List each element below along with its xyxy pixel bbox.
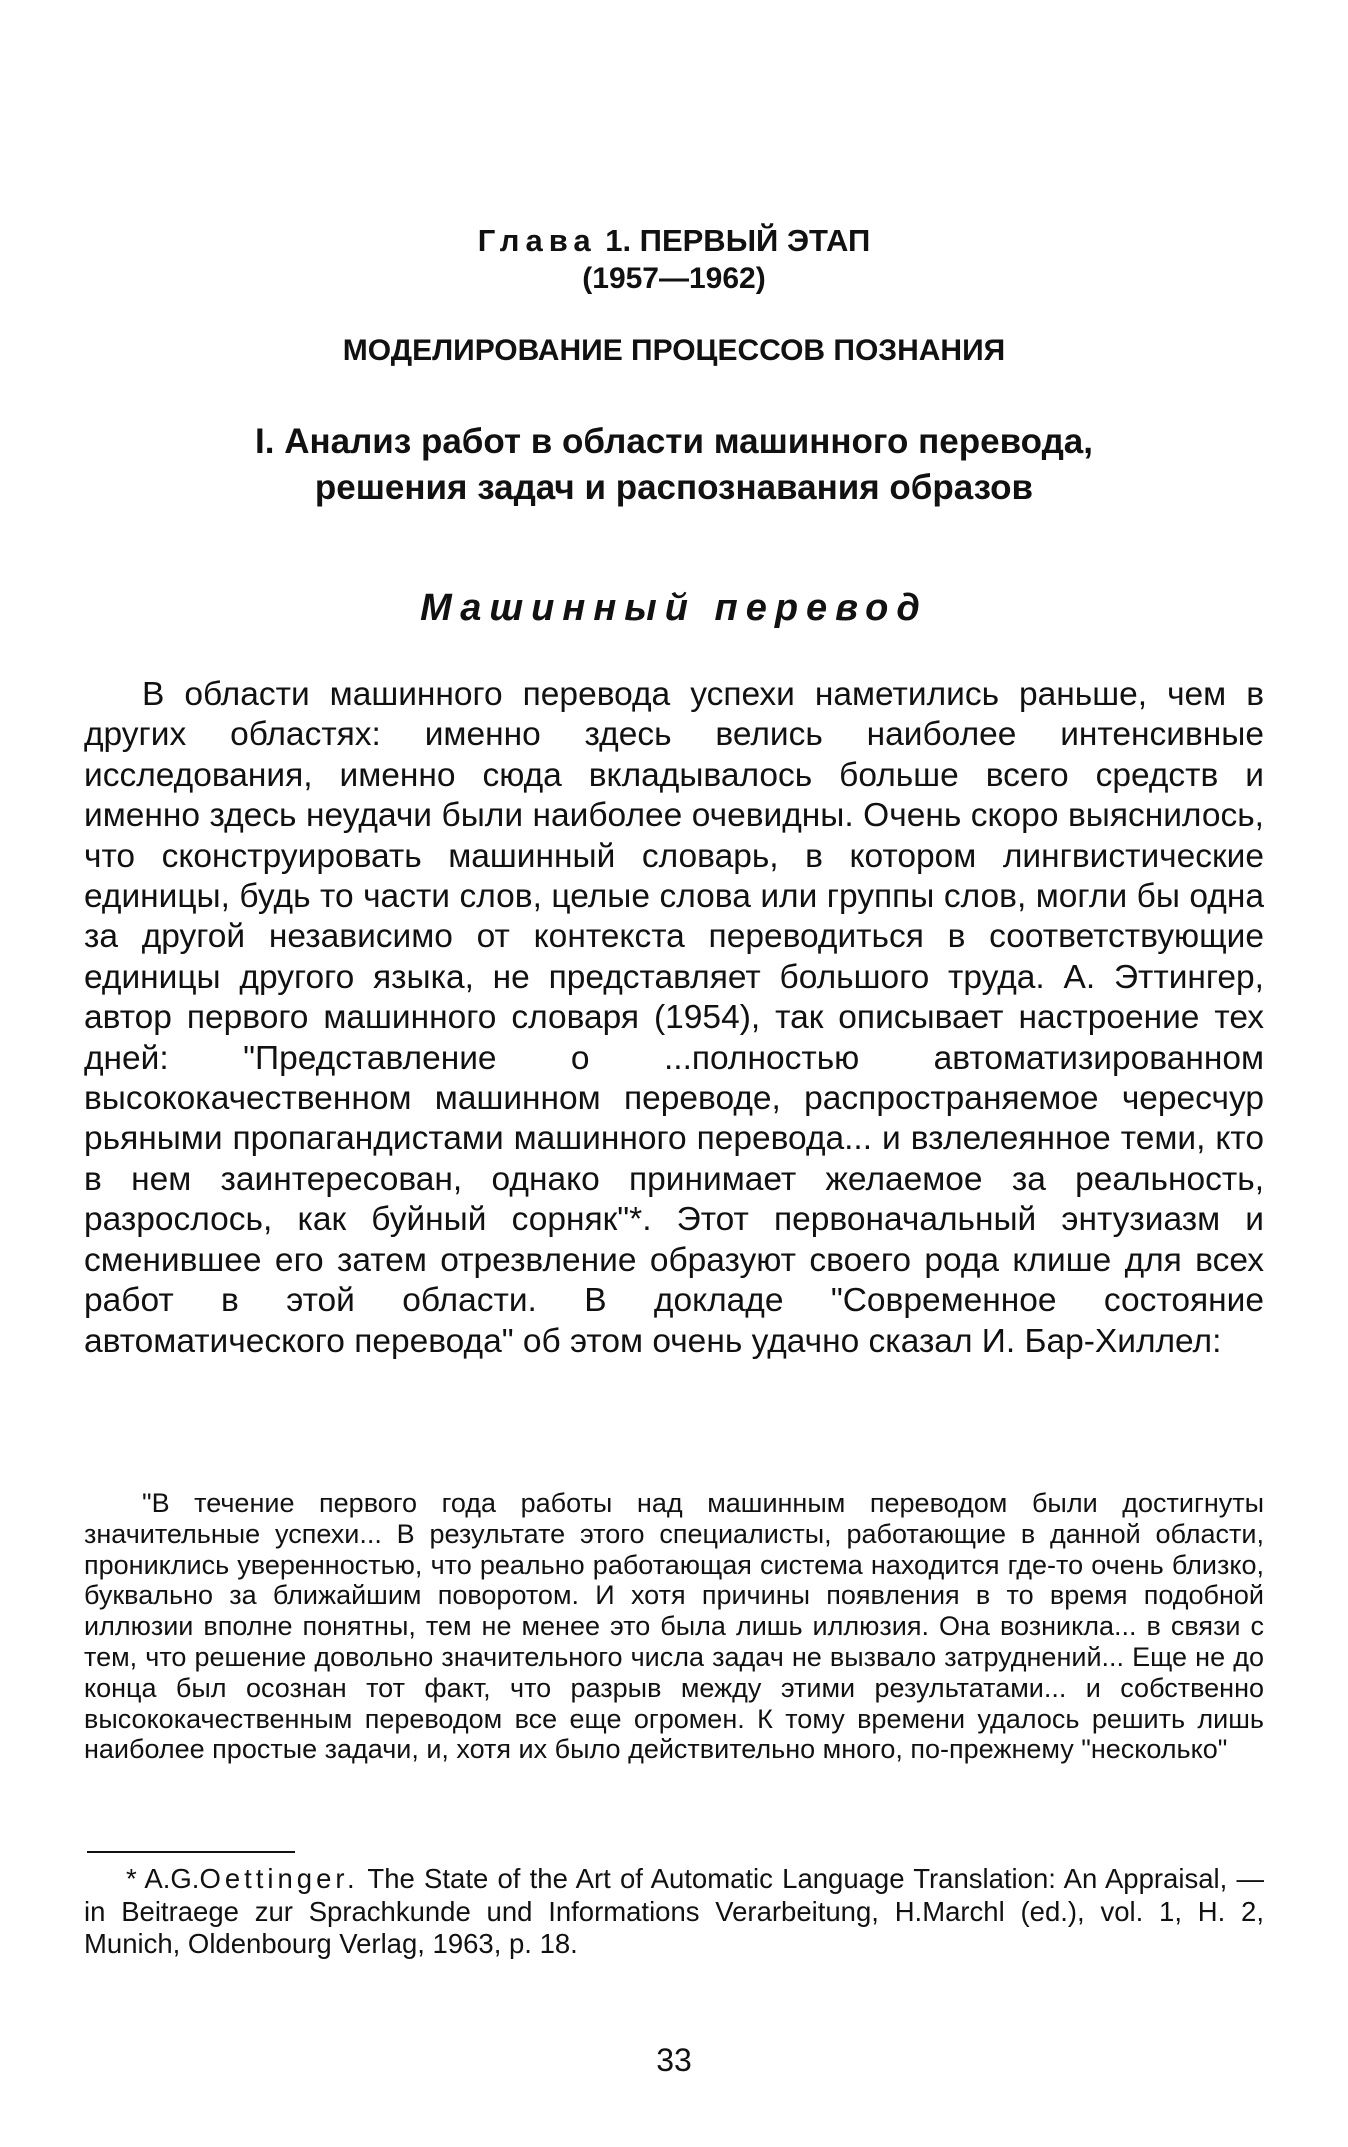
footnote [84, 1863, 1264, 1961]
section-title-line-1: I. Анализ работ в области машинного перевода, [255, 422, 1093, 461]
quote-paragraph: "В течение первого года работы над машинным переводом были достигнуты значительные успехи... В результате этого специалисты, работающие в данной области, прониклись уверенностью, что реально работающая система находится где-то очень близко, буквально за ближайшим поворотом. И хотя причины появления в то время подобной иллюзии вполне понятны, тем не менее это была лишь иллюзия. Она возникла... в связи с тем, что решение довольно значительного числа задач не вызвало затруднений... Еще не до конца был осознан тот факт, что разрыв между этими результатами... и собственно высококачественным переводом все еще огромен. К тому времени удалось решить лишь наиболее простые задачи, и, хотя их было действительно много, по-прежнему "несколько" [84, 1488, 1264, 1765]
chapter-title [0, 222, 1348, 260]
subsection-title: Машинный перевод [420, 587, 928, 629]
section-title-line-2: решения задач и распознавания образов [314, 468, 1034, 507]
body-paragraph: В области машинного перевода успехи наметились раньше, чем в других областях: именно здесь велись наиболее интенсивные исследования, именно сюда вкладывалось больше всего средств и именно здесь неудачи были наиболее очевидны. Очень скоро выяснилось, что сконструировать машинный словарь, в котором лингвистические единицы, будь то части слов, целые слова или группы слов, могли бы одна за другой независимо от контекста переводиться в соответствующие единицы другого языка, не представляет большого труда. А. Эттингер, автор первого машинного словаря (1954), так описывает настроение тех дней: "Представление о ...полностью автоматизированном высококачественном машинном переводе, распространяемое чересчур рьяными пропагандистами машинного перевода... и взлелеянное теми, кто в нем заинтересован, однако принимает желаемое за реальность, разрослось, как буйный сорняк"*. Этот первоначальный энтузиазм и сменившее его затем отрезвление образуют своего рода клише для всех работ в этой области. В докладе "Современное состояние автоматического перевода" об этом очень удачно сказал И. Бар-Хиллел: [84, 676, 1264, 1360]
section-title [0, 419, 1348, 511]
page-number: 33 [656, 2042, 692, 2078]
footnote-marker: * A.G. [126, 1863, 200, 1894]
chapter-name: 1. ПЕРВЫЙ ЭТАП [596, 223, 871, 258]
part-title: МОДЕЛИРОВАНИЕ ПРОЦЕССОВ ПОЗНАНИЯ [342, 334, 1006, 367]
footnote-divider [87, 1851, 295, 1853]
footnote-citation: The State of the Art of Automatic Language Translation: An Appraisal, —in Beitraege zur Sprachkunde und Informations Verarbeitung, H.Marchl (ed.), vol. 1, H. 2, Munich, Oldenbourg Verlag, 1963, p. 18. [84, 1863, 1264, 1959]
chapter-years: (1957—1962) [582, 262, 766, 295]
footnote-author: Oettinger. [199, 1863, 359, 1894]
chapter-label: Глава [477, 223, 597, 258]
